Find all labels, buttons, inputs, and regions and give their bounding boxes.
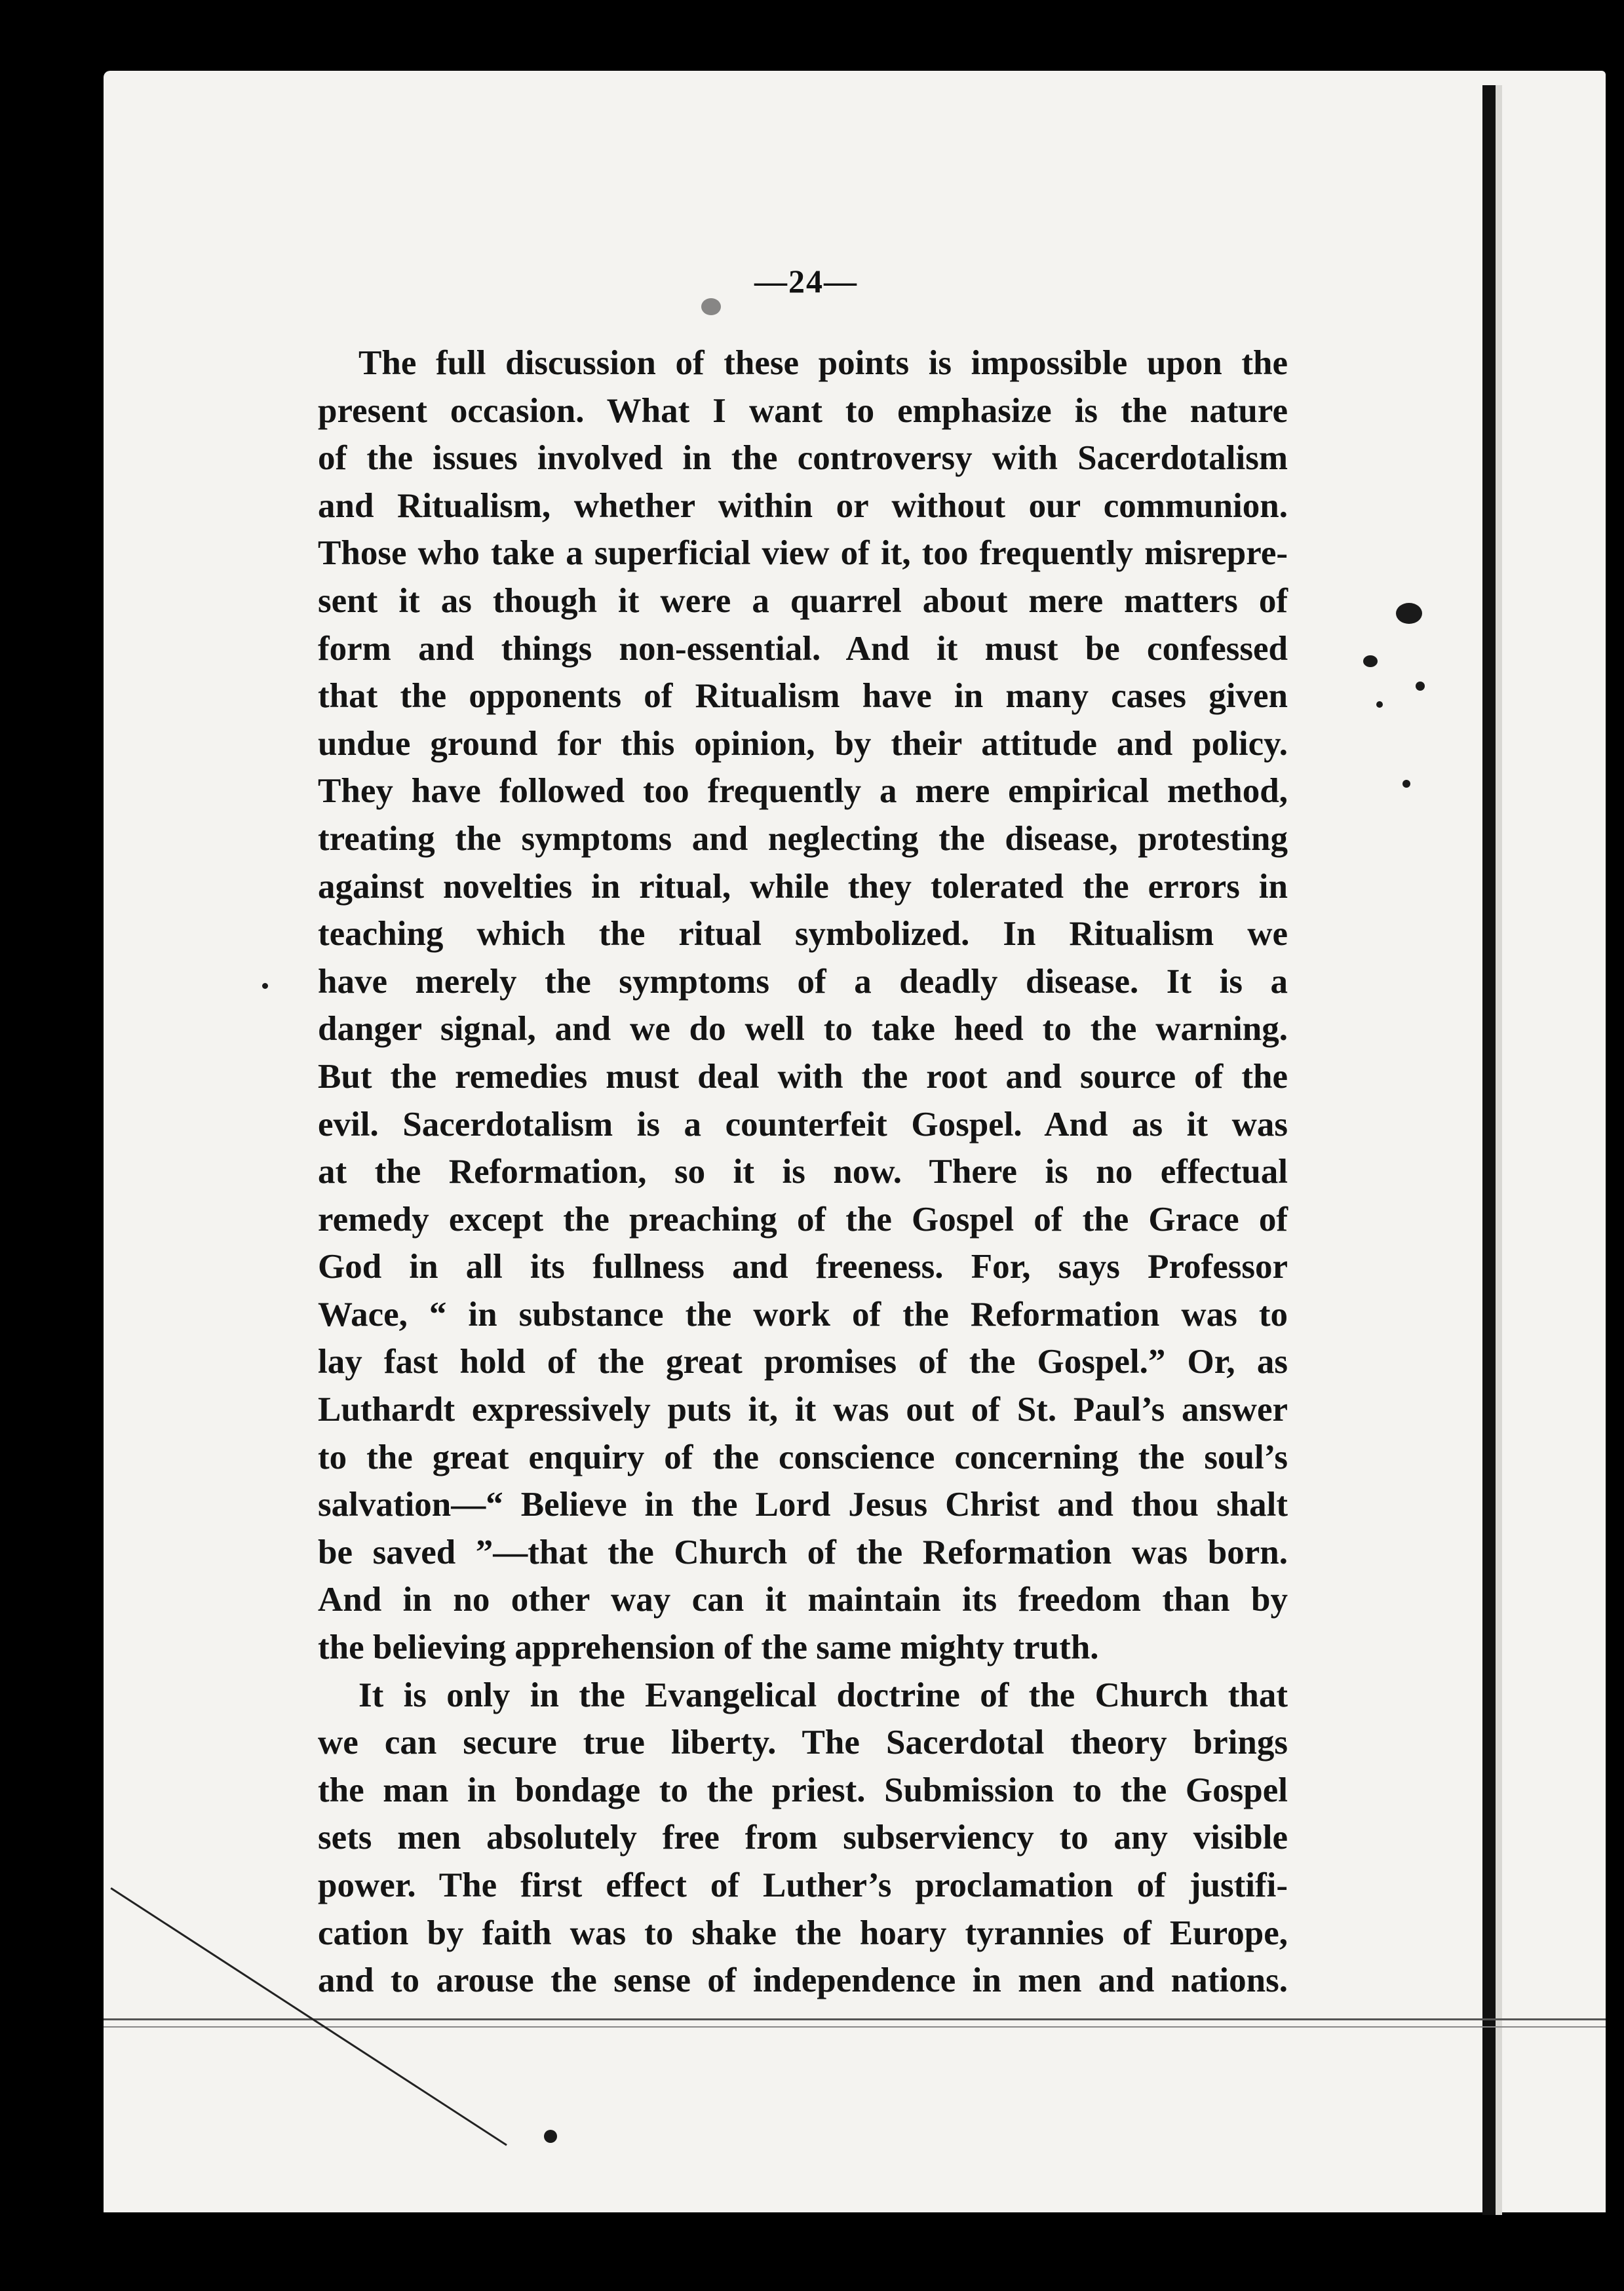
text-line: treating the symptoms and neglecting the disease, protesting xyxy=(318,819,1288,858)
text-line: that the opponents of Ritualism have in many cases given xyxy=(318,677,1288,716)
text-line: God in all its fullness and freeness. For, says Professor xyxy=(318,1248,1288,1286)
ink-speck xyxy=(262,983,268,989)
text-line: But the remedies must deal with the root and source of the xyxy=(318,1057,1288,1096)
text-line: the believing apprehension of the same mighty truth. xyxy=(318,1628,1099,1667)
text-line: And in no other way can it maintain its freedom than by xyxy=(318,1581,1288,1619)
ink-speck xyxy=(1396,603,1422,624)
text-line: undue ground for this opinion, by their attitude and policy. xyxy=(318,724,1288,763)
text-line: cation by faith was to shake the hoary tyrannies of Europe, xyxy=(318,1914,1288,1952)
ink-speck xyxy=(544,2130,557,2143)
binding-shadow xyxy=(1482,85,1496,2215)
text-line: the man in bondage to the priest. Submission to the Gospel xyxy=(318,1771,1288,1809)
text-line: evil. Sacerdotalism is a counterfeit Gospel. And as it was xyxy=(318,1105,1288,1144)
paragraph-1 xyxy=(318,339,1288,1672)
text-line: and Ritualism, whether within or without our communion. xyxy=(318,486,1288,525)
text-line: have merely the symptoms of a deadly disease. It is a xyxy=(318,962,1288,1001)
ink-speck xyxy=(1402,780,1410,788)
text-line: power. The first effect of Luther’s proclamation of justifi- xyxy=(318,1866,1288,1904)
text-line: Luthardt expressively puts it, it was out of St. Paul’s answer xyxy=(318,1391,1288,1429)
body-text xyxy=(318,339,1288,2005)
ink-speck xyxy=(1416,682,1425,691)
text-line: we can secure true liberty. The Sacerdotal theory brings xyxy=(318,1723,1288,1762)
text-line: sent it as though it were a quarrel about mere matters of xyxy=(318,581,1288,620)
text-line: of the issues involved in the controversy with Sacerdotalism xyxy=(318,439,1288,478)
text-line: and to arouse the sense of independence in men and nations. xyxy=(318,1961,1288,2000)
text-line: danger signal, and we do well to take heed to the warning. xyxy=(318,1010,1288,1049)
text-line: against novelties in ritual, while they tolerated the errors in xyxy=(318,867,1288,906)
text-line: teaching which the ritual symbolized. In Ritualism we xyxy=(318,915,1288,953)
page-number: —24— xyxy=(754,263,858,299)
text-line: remedy except the preaching of the Gospel of the Grace of xyxy=(318,1200,1288,1239)
text-line: salvation—“ Believe in the Lord Jesus Christ and thou shalt xyxy=(318,1486,1288,1524)
adjacent-page-edge xyxy=(1496,85,1502,2215)
text-line: lay fast hold of the great promises of the Gospel.” Or, as xyxy=(318,1343,1288,1381)
paragraph-2 xyxy=(318,1672,1288,2005)
text-line: present occasion. What I want to emphasize is the nature xyxy=(318,391,1288,430)
text-line: sets men absolutely free from subserviency to any visible xyxy=(318,1819,1288,1857)
ink-speck xyxy=(701,298,721,315)
bottom-rule-secondary xyxy=(104,2026,1606,2028)
ink-speck xyxy=(1363,655,1378,667)
text-line: at the Reformation, so it is now. There is no effectual xyxy=(318,1153,1288,1191)
text-line: to the great enquiry of the conscience concerning the soul’s xyxy=(318,1438,1288,1476)
text-line: be saved ”—that the Church of the Reformation was born. xyxy=(318,1533,1288,1571)
text-line: form and things non-essential. And it must be confessed xyxy=(318,629,1288,668)
text-line: They have followed too frequently a mere empirical method, xyxy=(318,772,1288,811)
text-line: Wace, “ in substance the work of the Reformation was to xyxy=(318,1295,1288,1334)
text-line: It is only in the Evangelical doctrine of the Church that xyxy=(358,1676,1288,1714)
text-line: The full discussion of these points is impossible upon the xyxy=(358,344,1288,382)
text-line: Those who take a superficial view of it, too frequently misrepre- xyxy=(318,534,1288,573)
ink-speck xyxy=(1376,701,1383,708)
bottom-rule xyxy=(104,2018,1606,2020)
